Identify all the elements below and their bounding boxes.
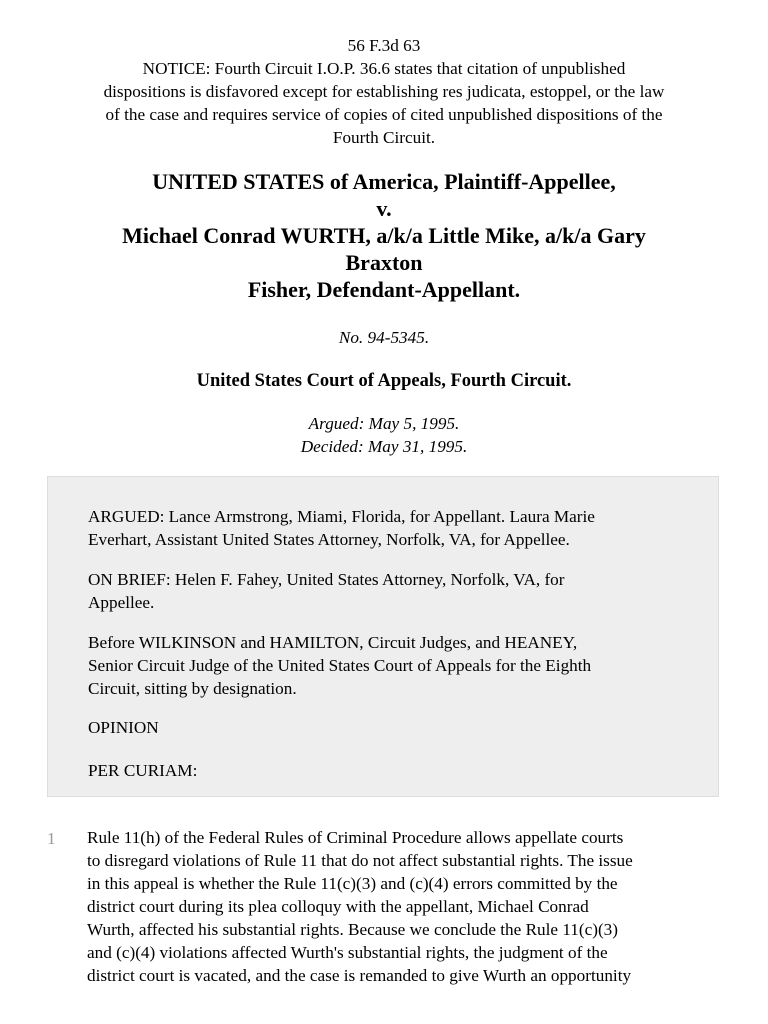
- panel-judges: [88, 631, 688, 700]
- argued-line: ARGUED: Lance Armstrong, Miami, Florida, for Appellant. Laura Marie: [88, 507, 595, 526]
- caption-line: Braxton: [345, 250, 423, 275]
- caption-line: Fisher, Defendant-Appellant.: [247, 277, 521, 302]
- per-curiam-heading: PER CURIAM:: [88, 761, 198, 780]
- notice-line: Fourth Circuit.: [332, 128, 436, 147]
- before-line: Senior Circuit Judge of the United States Court of Appeals for the Eighth: [88, 656, 592, 675]
- counsel-box: [47, 476, 719, 797]
- argued-counsel: [88, 505, 688, 551]
- document-header: [40, 34, 728, 149]
- opinion-paragraph: [87, 826, 729, 987]
- paragraph-line: Rule 11(h) of the Federal Rules of Criminal Procedure allows appellate courts: [87, 828, 624, 847]
- docket-number: No. 94-5345.: [338, 328, 430, 347]
- argued-date: Argued: May 5, 1995.: [308, 414, 460, 433]
- court-name: United States Court of Appeals, Fourth Circuit.: [196, 371, 572, 391]
- caption-line: UNITED STATES of America, Plaintiff-Appellee,: [152, 169, 616, 194]
- notice-line: of the case and requires service of copies of cited unpublished dispositions of the: [105, 105, 663, 124]
- before-line: Circuit, sitting by designation.: [88, 679, 297, 698]
- on-brief-line: Appellee.: [88, 593, 155, 612]
- on-brief-counsel: [88, 568, 688, 614]
- on-brief-line: ON BRIEF: Helen F. Fahey, United States Attorney, Norfolk, VA, for: [88, 570, 565, 589]
- decided-date: Decided: May 31, 1995.: [300, 437, 468, 456]
- opinion-heading: OPINION: [88, 718, 159, 737]
- caption-line: v.: [376, 196, 392, 221]
- paragraph-line: to disregard violations of Rule 11 that do not affect substantial rights. The issue: [87, 851, 633, 870]
- citation: 56 F.3d 63: [347, 36, 421, 55]
- paragraph-line: in this appeal is whether the Rule 11(c)(3) and (c)(4) errors committed by the: [87, 874, 618, 893]
- notice-line: NOTICE: Fourth Circuit I.O.P. 36.6 states that citation of unpublished: [142, 59, 626, 78]
- argued-line: Everhart, Assistant United States Attorney, Norfolk, VA, for Appellee.: [88, 530, 570, 549]
- unpublished-notice: [40, 57, 728, 149]
- paragraph-number[interactable]: 1: [47, 829, 56, 848]
- paragraph-line: Wurth, affected his substantial rights. Because we conclude the Rule 11(c)(3): [87, 920, 618, 939]
- paragraph-line: and (c)(4) violations affected Wurth's substantial rights, the judgment of the: [87, 943, 608, 962]
- before-line: Before WILKINSON and HAMILTON, Circuit Judges, and HEANEY,: [88, 633, 578, 652]
- caption-line: Michael Conrad WURTH, a/k/a Little Mike, a/k/a Gary: [122, 223, 646, 248]
- paragraph-line: district court is vacated, and the case is remanded to give Wurth an opportunity: [87, 966, 632, 985]
- paragraph-line: district court during its plea colloquy with the appellant, Michael Conrad: [87, 897, 589, 916]
- notice-line: dispositions is disfavored except for establishing res judicata, estoppel, or the law: [103, 82, 665, 101]
- case-caption: [40, 168, 728, 303]
- case-dates: [40, 412, 728, 458]
